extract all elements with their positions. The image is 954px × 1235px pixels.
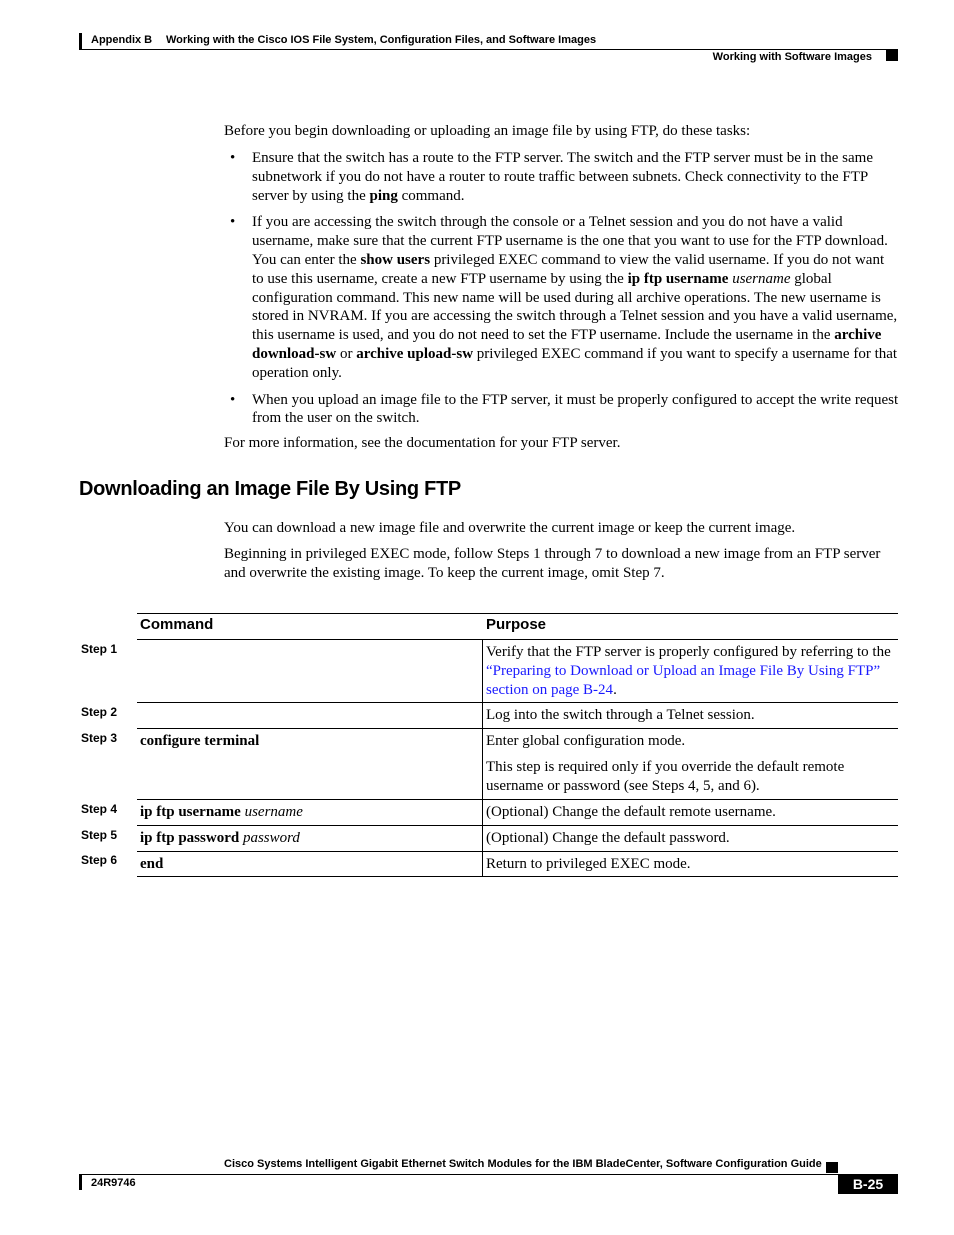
header-chapter-title: Working with the Cisco IOS File System, Configuration Files, and Software Images	[166, 34, 597, 46]
purpose-note: This step is required only if you override the default remote username or password (see Steps 4, 5, and 6).	[486, 758, 845, 794]
step-label: Step 3	[81, 731, 118, 745]
footer-doc-number: 24R9746	[91, 1177, 136, 1189]
table-row	[137, 729, 898, 800]
purpose-cell: (Optional) Change the default remote username.	[486, 804, 776, 820]
bullet-text: command.	[397, 187, 465, 204]
purpose-text: .	[613, 681, 617, 698]
bullet-text: If you are accessing the switch through the console or a Telnet session and you do not have a valid username, make sure that the current FTP username is the one that you want to use for the FTP download. You can enter the	[252, 214, 888, 268]
command-ping: ping	[369, 187, 398, 204]
column-header-command: Command	[140, 616, 214, 633]
command-text: configure terminal	[140, 733, 260, 749]
command-ip-ftp-username: ip ftp username	[627, 270, 729, 287]
command-text: end	[140, 856, 164, 872]
purpose-text: Verify that the FTP server is properly configured by referring to the	[486, 644, 891, 660]
column-header-purpose: Purpose	[486, 616, 547, 633]
intro-lead: Before you begin downloading or uploading an image file by using FTP, do these tasks:	[224, 123, 751, 139]
table-row	[137, 826, 898, 852]
bullet-icon: •	[230, 391, 236, 408]
step-label: Step 4	[81, 802, 118, 816]
header-marker	[886, 50, 898, 61]
command-text: ip ftp username	[140, 804, 241, 820]
task-list	[224, 149, 899, 436]
bullet-text: Ensure that the switch has a route to the FTP server. The switch and the FTP server must be in the same subnetwork if you do not have a router to route traffic between subnets. Check connectivity to the FTP server by using the	[252, 150, 873, 204]
step-label: Step 5	[81, 828, 118, 842]
command-cell	[140, 829, 300, 848]
bullet-text: global configuration command. This new name will be used during all archive operations. The new username is stored in NVRAM. If you are accessing the switch through a Telnet session and you have a valid username, this username is used, and you do not need to set the FTP username. Include the username in the	[252, 270, 898, 344]
step-label: Step 2	[81, 705, 118, 719]
command-cell	[140, 732, 259, 751]
header-rule	[79, 49, 898, 50]
argument-username: username	[732, 270, 791, 287]
table-row	[137, 852, 898, 877]
footer-guide-title: Cisco Systems Intelligent Gigabit Ethernet Switch Modules for the IBM BladeCenter, Software Configuration Guide	[224, 1158, 822, 1170]
cross-reference-link[interactable]: “Preparing to Download or Upload an Image File By Using FTP” section on page B-24	[486, 662, 881, 698]
header-section: Working with Software Images	[712, 51, 872, 63]
more-info-text: For more information, see the documentation for your FTP server.	[224, 435, 621, 451]
bullet-icon: •	[230, 150, 236, 166]
command-argument: username	[244, 804, 303, 820]
bullet-text: When you upload an image file to the FTP server, it must be properly configured to accept the write request from the user on the switch.	[252, 391, 899, 427]
header-bar	[79, 33, 82, 50]
bullet-text: privileged EXEC command to view the valid username. If you do not want to use this username, create a new FTP username by using the	[252, 251, 885, 287]
purpose-cell: Return to privileged EXEC mode.	[486, 856, 691, 872]
bullet-text: or	[336, 345, 357, 362]
command-show-users: show users	[360, 251, 431, 268]
footer-rule	[79, 1174, 838, 1175]
table-row	[137, 800, 898, 826]
purpose-text: Enter global configuration mode.	[486, 733, 686, 749]
footer-marker	[826, 1162, 838, 1173]
list-item	[224, 391, 899, 429]
command-archive-download: archive download-sw	[252, 327, 882, 362]
bullet-text: privileged EXEC command if you want to specify a username for that operation only.	[252, 345, 898, 381]
command-cell	[140, 855, 163, 874]
command-text: ip ftp password	[140, 830, 240, 846]
purpose-cell: (Optional) Change the default password.	[486, 830, 730, 846]
purpose-cell	[486, 643, 894, 699]
command-cell	[140, 803, 303, 822]
step-label: Step 6	[81, 853, 118, 867]
table-row	[137, 640, 898, 703]
command-argument: password	[242, 830, 300, 846]
footer-bar	[79, 1174, 82, 1190]
purpose-cell: Log into the switch through a Telnet session.	[486, 707, 755, 723]
header-appendix: Appendix B	[91, 34, 153, 46]
table-header-row	[137, 613, 898, 640]
bullet-icon: •	[230, 214, 236, 231]
step-label: Step 1	[81, 642, 118, 656]
section-heading: Downloading an Image File By Using FTP	[79, 478, 461, 500]
page-number: B-25	[838, 1174, 898, 1194]
section-para-1: You can download a new image file and overwrite the current image or keep the current image.	[224, 520, 796, 536]
command-archive-upload: archive upload-sw	[356, 345, 474, 362]
list-item	[224, 149, 899, 205]
table-row	[137, 703, 898, 729]
list-item	[224, 213, 899, 382]
section-para-2: Beginning in privileged EXEC mode, follow Steps 1 through 7 to download a new image from an FTP server and overwrite the existing image. To keep the current image, omit Step 7.	[224, 546, 881, 581]
purpose-cell	[486, 732, 894, 795]
